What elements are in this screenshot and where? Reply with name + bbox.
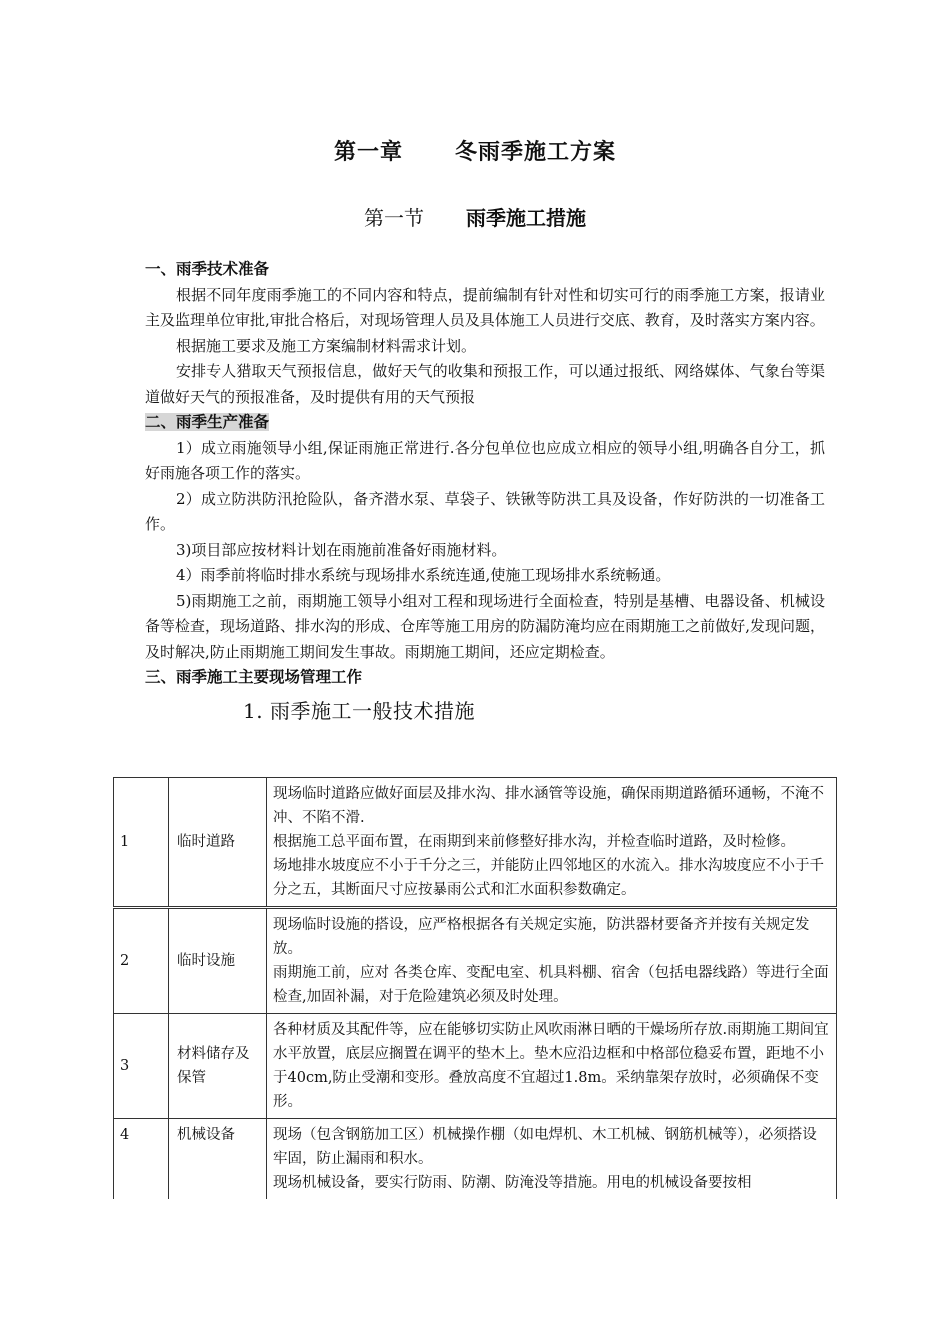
heading-site-management: 三、雨季施工主要现场管理工作 [145, 668, 363, 686]
list-item: 5)雨期施工之前，雨期施工领导小组对工程和现场进行全面检查，特别是基槽、电器设备、机械设备等检查，现场道路、排水沟的形成、仓库等施工用房的防漏防淹均应在雨期施工之前做好,发现问题，及时解决,防止雨期施工期间发生事故。雨期施工期间，还应定期检查。 [145, 591, 825, 661]
paragraph: 安排专人猎取天气预报信息，做好天气的收集和预报工作，可以通过报纸、网络媒体、气象台等渠道做好天气的预报准备，及时提供有用的天气预报 [145, 362, 825, 406]
row-category: 临时设施 [169, 908, 267, 1014]
highlighted-heading: 二、雨季生产准备 [145, 413, 270, 431]
content-line: 各种材质及其配件等，应在能够切实防止风吹雨淋日晒的干燥场所存放.雨期施工期间宜水平放置，底层应搁置在调平的垫木上。垫木应沿边框和中格部位稳妥布置，距地不小于40cm,防止受潮和变形。叠放高度不宜超过1.8m。采纳靠架存放时，必须确保不变形。 [273, 1022, 829, 1110]
table-row [114, 908, 837, 1014]
section-title [0, 202, 950, 231]
heading-production-prep [145, 410, 825, 436]
table-row [114, 778, 837, 908]
paragraph: 根据施工要求及施工方案编制材料需求计划。 [176, 336, 477, 355]
content-line: 现场（包含钢筋加工区）机械操作棚（如电焊机、木工机械、钢筋机械等），必须搭设牢固，防止漏雨和积水。 [273, 1127, 817, 1167]
heading-tech-prep: 一、雨季技术准备 [145, 260, 270, 278]
row-category: 材料储存及保管 [169, 1014, 267, 1119]
list-item: 2）成立防洪防汛抢险队，备齐潜水泵、草袋子、铁锹等防洪工具及设备，作好防洪的一切准备工作。 [145, 489, 825, 533]
content-line: 雨期施工前，应对 各类仓库、变配电室、机具料棚、宿舍（包括电器线路）等进行全面检查,加固补漏，对于危险建筑必须及时处理。 [273, 965, 829, 1005]
row-category: 机械设备 [169, 1119, 267, 1200]
row-content [267, 908, 837, 1014]
measures-table [113, 777, 837, 1199]
table-row [114, 1014, 837, 1119]
content-line: 现场临时设施的搭设，应严格根据各有关规定实施，防洪器材要备齐并按有关规定发放。 [273, 917, 810, 957]
row-content [267, 1119, 837, 1200]
row-content [267, 778, 837, 908]
list-item: 3)项目部应按材料计划在雨施前准备好雨施材料。 [176, 540, 507, 559]
section-number: 第一节 [364, 206, 424, 230]
content-line: 现场临时道路应做好面层及排水沟、排水涵管等设施，确保雨期道路循环通畅，不淹不冲、不陷不滑. [273, 786, 824, 826]
chapter-title: 第一章 冬雨季施工方案 [334, 140, 616, 165]
table-row [114, 1119, 837, 1200]
row-number: 2 [114, 908, 169, 1014]
content-line: 现场机械设备，要实行防雨、防潮、防淹没等措施。用电的机械设备要按相 [273, 1175, 752, 1191]
content-line: 根据施工总平面布置，在雨期到来前修整好排水沟，并检查临时道路，及时检修。 [273, 834, 795, 850]
row-content [267, 1014, 837, 1119]
paragraph: 根据不同年度雨季施工的不同内容和特点，提前编制有针对性和切实可行的雨季施工方案，报请业主及监理单位审批,审批合格后，对现场管理人员及具体施工人员进行交底、教育，及时落实方案内容。 [145, 285, 825, 329]
section-name: 雨季施工措施 [466, 206, 586, 230]
list-item: 4）雨季前将临时排水系统与现场排水系统连通,使施工现场排水系统畅通。 [176, 566, 671, 584]
subheading-tech-measures: 1. 雨季施工一般技术措施 [243, 698, 475, 723]
row-category: 临时道路 [169, 778, 267, 908]
list-item: 1）成立雨施领导小组,保证雨施正常进行.各分包单位也应成立相应的领导小组,明确各自分工，抓好雨施各项工作的落实。 [145, 438, 825, 482]
row-number: 4 [114, 1119, 169, 1200]
content-line: 场地排水坡度应不小于千分之三，并能防止四邻地区的水流入。排水沟坡度应不小于千分之五，其断面尺寸应按暴雨公式和汇水面积参数确定。 [273, 858, 824, 898]
row-number: 1 [114, 778, 169, 908]
row-number: 3 [114, 1014, 169, 1119]
body-text [145, 257, 825, 726]
